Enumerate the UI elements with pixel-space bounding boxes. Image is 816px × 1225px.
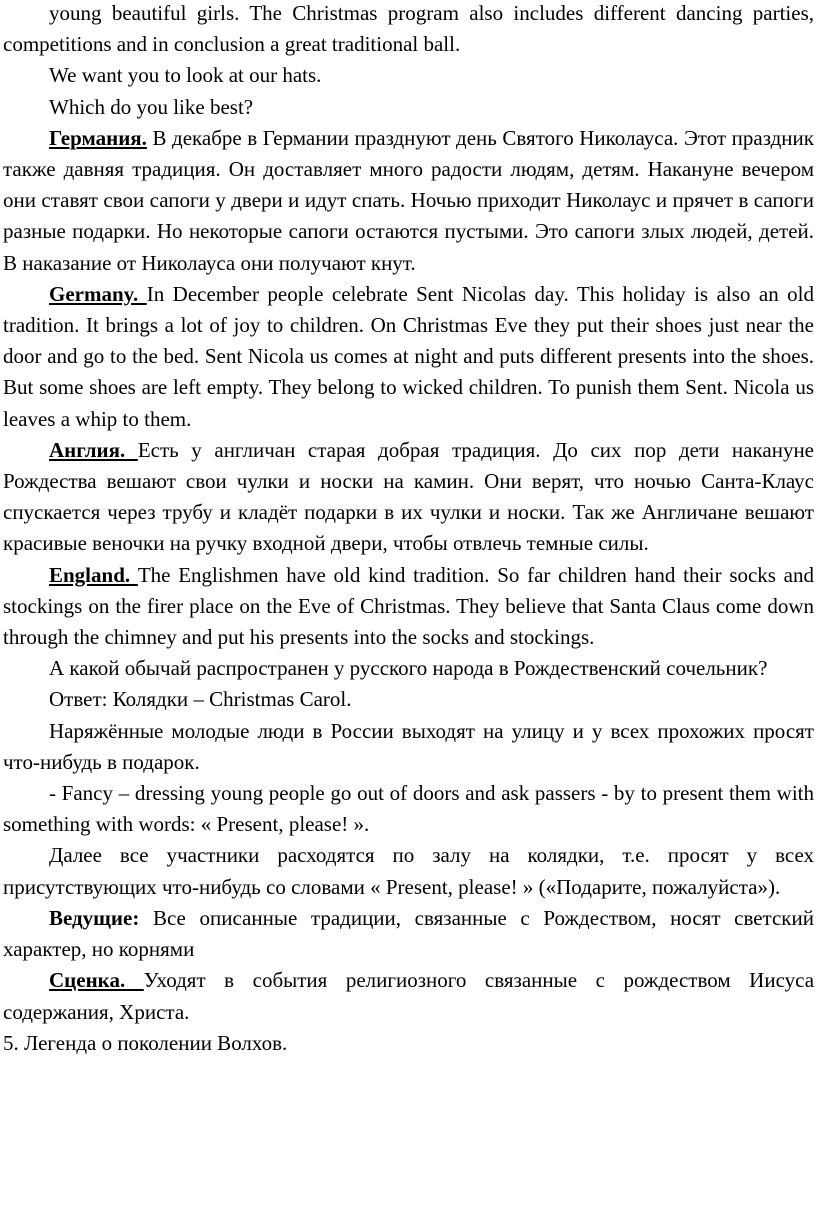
paragraph-germany-ru [3, 123, 814, 279]
paragraph-ball [3, 0, 814, 60]
paragraph-text: Есть у англичан старая добрая традиция. До сих пор дети накануне Рождества вешают свои чулки и носки на камин. Они верят, что ночью Санта-Клаус спускается через трубу и кладёт подарки в их чулки и носки. Так же Англичане вешают красивые веночки на ручку входной двери, чтобы отвлечь темные силы. [3, 437, 814, 556]
paragraph-heading: Ведущие: [49, 905, 140, 930]
paragraph-text: Далее все участники расходятся по залу на колядки, т.е. просят у всех присутствующих что-нибудь со словами « Present, please! » («Подарите, пожалуйста»). [3, 843, 814, 899]
paragraph-heading: Германия. [49, 125, 147, 150]
paragraph-text: Ответ: Колядки – Christmas Carol. [49, 687, 352, 712]
paragraph-fancy-dressing-en [3, 778, 814, 840]
paragraph-text: Все описанные традиции, связанные с Рождеством, носят светский характер, но корнями [3, 905, 814, 962]
paragraph-participants [3, 840, 814, 902]
paragraph-hosts [3, 903, 814, 965]
paragraph-heading: Сценка. [49, 968, 144, 993]
section-heading-legend [3, 1028, 814, 1059]
paragraph-dressed-people-ru [3, 716, 814, 778]
paragraph-russian-custom-question [3, 653, 814, 684]
paragraph-heading: Germany. [49, 281, 147, 306]
paragraph-text: В декабре в Германии празднуют день Святого Николауса. Этот праздник также давняя традиция. Он доставляет много радости людям, детям. Накануне вечером они ставят свои сапоги у двери и идут спать. Ночью приходит Николаус и прячет в сапоги разные подарки. Но некоторые сапоги остаются пустыми. Это сапоги злых людей, детей. В наказание от Николауса они получают кнут. [3, 125, 814, 275]
paragraph-answer [3, 684, 814, 715]
paragraph-heading: Англия. [49, 437, 138, 462]
paragraph-text: Уходят в события религиозного связанные с рождеством Иисуса содержания, Христа. [3, 968, 815, 1024]
paragraph-hats [3, 60, 814, 91]
paragraph-text: 5. Легенда о поколении Волхов. [3, 1030, 288, 1055]
paragraph-text: We want you to look at our hats. [49, 63, 322, 88]
paragraph-germany-en [3, 279, 814, 435]
paragraph-england-ru [3, 435, 814, 560]
paragraph-text: А какой обычай распространен у русского народа в Рождественский сочельник? [49, 656, 768, 681]
paragraph-question-best [3, 92, 814, 123]
paragraph-england-en [3, 560, 814, 654]
paragraph-scene [3, 965, 814, 1027]
paragraph-text: young beautiful girls. The Christmas program also includes different dancing parties, competitions and in conclusion a great traditional ball. [3, 1, 814, 57]
paragraph-text: Which do you like best? [49, 94, 254, 119]
paragraph-heading: England. [49, 562, 138, 587]
paragraph-text: Наряжённые молодые люди в России выходят на улицу и у всех прохожих просят что-нибудь в подарок. [3, 718, 814, 774]
paragraph-text: - Fancy – dressing young people go out of doors and ask passers - by to present them with something with words: « Present, please! ». [3, 781, 814, 837]
paragraph-text: The Englishmen have old kind tradition. So far children hand their socks and stockings on the firer place on the Eve of Christmas. They believe that Santa Claus come down through the chimney and put his presents into the socks and stockings. [3, 562, 815, 650]
paragraph-text: In December people celebrate Sent Nicolas day. This holiday is also an old tradition. It brings a lot of joy to children. On Christmas Eve they put their shoes just near the door and go to the bed. Sent Nicola us comes at night and puts different presents into the shoes. But some shoes are left empty. They belong to wicked children. To punish them Sent. Nicola us leaves a whip to them. [3, 281, 814, 431]
